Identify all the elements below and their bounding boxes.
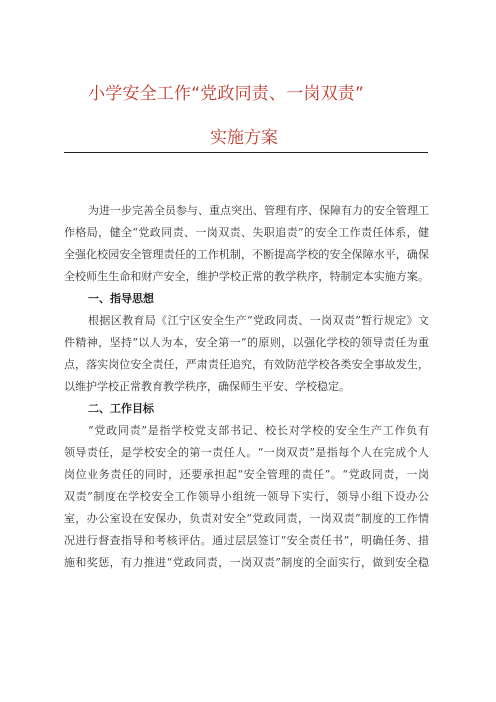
section1-paragraph: [64, 310, 429, 398]
paragraph-line: 作格局，健全“党政同责、一岗双责、失职追责”的安全工作责任体系，健: [64, 226, 429, 239]
section-heading-work-goals: 二、工作目标: [88, 402, 154, 415]
paragraph-line: 件精神，坚持“以人为本，安全第一”的原则，以强化学校的领导责任为重: [64, 336, 429, 349]
intro-paragraph: [64, 200, 429, 288]
paragraph-line: 全校师生生命和财产安全，维护学校正常的教学秩序，特制定本实施方案。: [64, 270, 429, 283]
section2-paragraph: [64, 420, 429, 574]
paragraph-line: 根据区教育局《江宁区安全生产“党政同责、一岗双责”暂行规定》文: [88, 314, 429, 327]
paragraph-line: 为进一步完善全员参与、重点突出、管理有序、保障有力的安全管理工: [88, 204, 429, 217]
paragraph-line: 领导责任，是学校安全的第一责任人。“一岗双责”是指每个人在完成个人: [64, 446, 429, 459]
paragraph-line: 岗位业务责任的同时，还要承担起“安全管理的责任”。“党政同责，一岗: [64, 468, 429, 481]
paragraph-line: 点，落实岗位安全责任，严肃责任追究，有效防范学校各类安全事故发生，: [64, 358, 429, 371]
section-heading-guiding-ideology: 一、指导思想: [88, 292, 154, 305]
title-divider: [64, 152, 428, 153]
paragraph-line: 以维护学校正常教育教学秩序，确保师生平安、学校稳定。: [64, 380, 350, 393]
paragraph-line: 施和奖惩，有力推进“党政同责，一岗双责”制度的全面实行，做到安全稳: [64, 556, 429, 569]
paragraph-line: 双责”制度在学校安全工作领导小组统一领导下实行，领导小组下设办公: [64, 490, 429, 503]
paragraph-line: 全强化校园安全管理责任的工作机制，不断提高学校的安全保障水平，确保: [64, 248, 429, 261]
paragraph-line: 室，办公室设在安保办，负责对安全“党政同责，一岗双责”制度的工作情: [64, 512, 429, 525]
document-title-line1: 小学安全工作“党政同责、一岗双责”: [88, 84, 365, 104]
paragraph-line: “党政同责”是指学校党支部书记、校长对学校的安全生产工作负有: [88, 424, 429, 437]
document-title-line2: 实施方案: [210, 128, 278, 148]
paragraph-line: 况进行督查指导和考核评估。通过层层签订“安全责任书”，明确任务、措: [64, 534, 429, 547]
